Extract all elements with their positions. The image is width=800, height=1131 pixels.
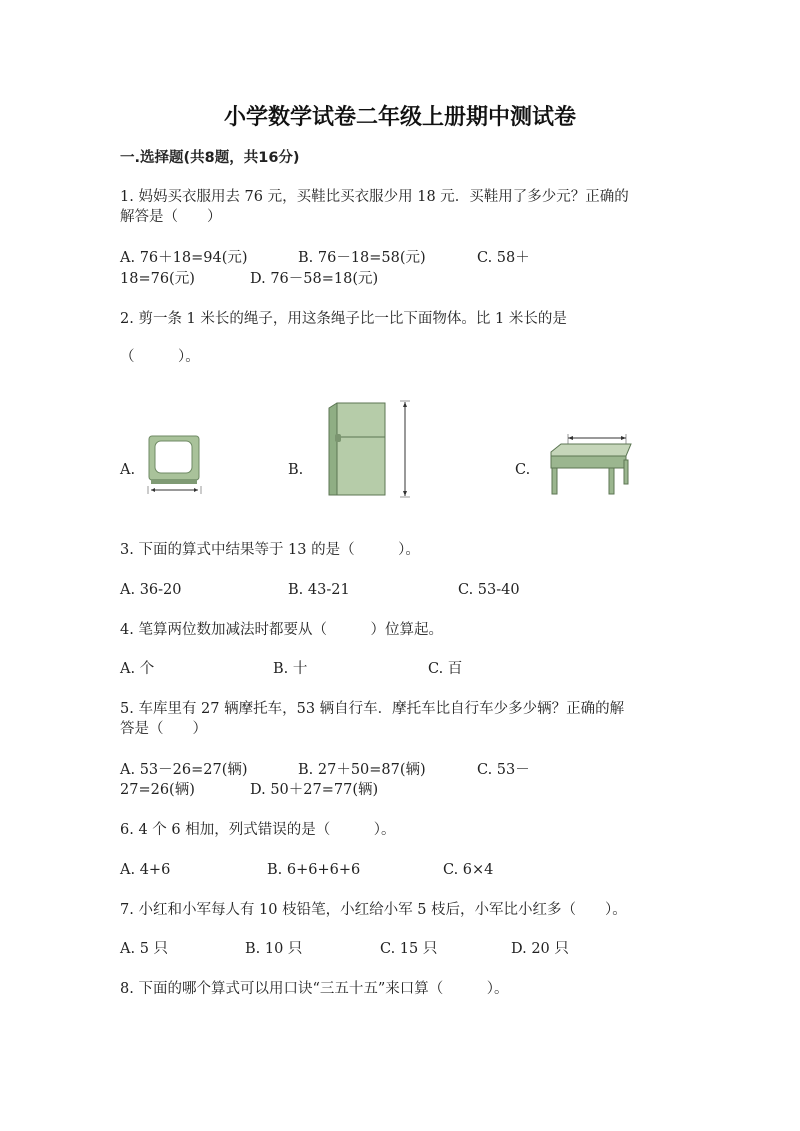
option-b: B. 43-21 <box>288 582 350 598</box>
page-title: 小学数学试卷二年级上册期中测试卷 <box>223 105 576 130</box>
option-a: A. 53－26=27(辆) <box>120 762 248 778</box>
question-text: 答是（ ） <box>120 721 207 737</box>
question-text: 2. 剪一条 1 米长的绳子，用这条绳子比一比下面物体。比 1 米长的是 <box>120 311 567 327</box>
option-b: B. 76－18=58(元) <box>298 250 426 266</box>
option-d: D. 76－58=18(元) <box>250 271 379 287</box>
option-a: A. 36-20 <box>120 582 182 598</box>
question-text: （ ）。 <box>120 349 200 365</box>
question-text: 3. 下面的算式中结果等于 13 的是（ ）。 <box>120 542 420 558</box>
option-c: C. 58＋ <box>477 250 530 266</box>
question-text: 1. 妈妈买衣服用去 76 元，买鞋比买衣服少用 18 元．买鞋用了多少元？正确的 <box>120 189 629 205</box>
option-a: A. 4+6 <box>120 862 171 878</box>
question-text: 7. 小红和小军每人有 10 枝铅笔，小红给小军 5 枝后，小军比小红多（ ）。 <box>120 902 627 918</box>
option-a: A. 5 只 <box>120 941 169 957</box>
refrigerator-icon <box>325 400 421 500</box>
option-c-cont: 18=76(元) <box>120 271 195 287</box>
option-b: B. <box>288 462 304 478</box>
option-c: C. 53-40 <box>458 582 520 598</box>
table-icon <box>546 430 642 496</box>
option-c: C. 百 <box>428 661 463 677</box>
question-text: 6. 4 个 6 相加，列式错误的是（ ）。 <box>120 822 396 838</box>
question-text: 8. 下面的哪个算式可以用口诀“三五十五”来口算（ ）。 <box>120 981 509 997</box>
option-c: C. 53－ <box>477 762 530 778</box>
option-a: A. <box>120 462 136 478</box>
option-c: C. <box>515 462 531 478</box>
option-c: C. 15 只 <box>380 941 438 957</box>
option-b: B. 27＋50=87(辆) <box>298 762 426 778</box>
option-c-cont: 27=26(辆) <box>120 782 195 798</box>
question-text: 4. 笔算两位数加减法时都要从（ ）位算起。 <box>120 622 443 638</box>
question-text: 解答是（ ） <box>120 209 222 225</box>
option-b: B. 十 <box>273 661 308 677</box>
option-b: B. 10 只 <box>245 941 303 957</box>
option-a: A. 个 <box>120 661 155 677</box>
option-b: B. 6+6+6+6 <box>267 862 361 878</box>
option-a: A. 76＋18=94(元) <box>120 250 248 266</box>
option-d: D. 50＋27=77(辆) <box>250 782 379 798</box>
question-text: 5. 车库里有 27 辆摩托车，53 辆自行车．摩托车比自行车少多少辆？正确的解 <box>120 701 625 717</box>
section-heading: 一.选择题(共8题，共16分) <box>120 150 300 166</box>
tv-icon <box>143 432 213 496</box>
option-d: D. 20 只 <box>511 941 569 957</box>
option-c: C. 6×4 <box>443 862 494 878</box>
